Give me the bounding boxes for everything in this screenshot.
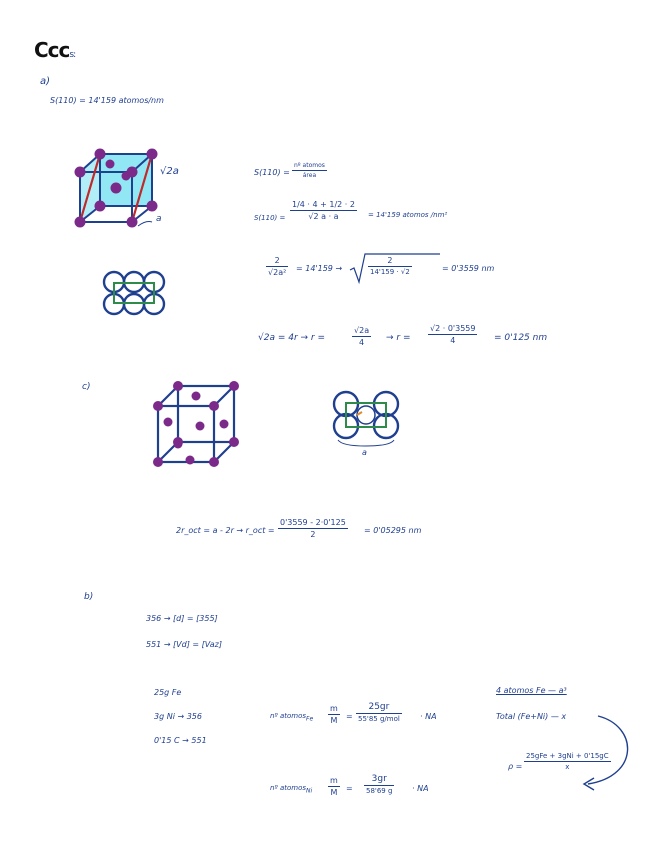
face-atom xyxy=(122,172,131,181)
formula-3-sqrt-den: 14'159 · √2 xyxy=(370,268,410,276)
part-c-formula-lhs: 2r_oct = a - 2r → r_oct = xyxy=(176,526,275,535)
bcc-cube-diagram xyxy=(72,146,202,236)
ni-atoms-sub: Ni xyxy=(306,787,313,795)
fe-eq-num: m xyxy=(330,704,338,713)
page-title-suffix: s: xyxy=(69,50,76,60)
fraction-bar xyxy=(278,528,348,529)
part-c-formula-frac xyxy=(278,518,348,539)
fe-eq-den: M xyxy=(330,716,338,725)
formula-2-frac xyxy=(290,200,357,221)
formula-4-lhs: √2a = 4r → r = xyxy=(258,333,326,343)
rho-frac xyxy=(524,752,611,771)
formula-4-den1: 4 xyxy=(359,338,365,347)
octahedral-site xyxy=(220,420,229,429)
part-c-formula-num: 0'3559 - 2·0'125 xyxy=(280,518,346,527)
formula-def-frac xyxy=(292,162,327,179)
cube-label-edge: a xyxy=(156,214,162,224)
formula-def-den: área xyxy=(302,172,317,179)
edge-brace xyxy=(138,222,152,227)
part-b-line-2: 551 → [Vd] = [Vaz] xyxy=(146,640,222,649)
formula-3-mid: = 14'159 → xyxy=(296,264,343,273)
part-c-formula-den: 2 xyxy=(310,530,316,539)
part-c-label: c) xyxy=(82,382,91,392)
formula-def-lhs: S(110) = xyxy=(254,168,290,177)
cube-label-diag: √2a xyxy=(160,166,179,177)
planar-density-given: S(110) = 14'159 atomos/nm xyxy=(50,96,164,105)
body-center-atom xyxy=(111,183,122,194)
rho-num: 25gFe + 3gNi + 0'15gC xyxy=(526,752,609,760)
fraction-bar xyxy=(266,266,288,267)
formula-2-lhs: S(110) = xyxy=(254,214,286,222)
fraction-bar xyxy=(290,210,357,211)
equals-sign: = xyxy=(346,784,353,793)
fe-atoms-lhs xyxy=(270,712,313,722)
corner-atom xyxy=(153,401,163,411)
corner-atom xyxy=(147,201,158,212)
corner-atom xyxy=(153,457,163,467)
formula-3-den: √2a² xyxy=(268,268,287,277)
octahedral-site xyxy=(196,422,205,431)
fraction-bar xyxy=(352,336,371,337)
formula-4-frac-1 xyxy=(352,326,371,347)
corner-atom xyxy=(95,201,106,212)
formula-4-den2: 4 xyxy=(450,336,456,345)
formula-def-num: nº atomos xyxy=(294,162,325,169)
fe-den: 55'85 g/mol xyxy=(358,715,400,723)
equals-sign: = xyxy=(346,712,353,721)
octahedral-face-diagram xyxy=(330,386,410,454)
corner-atom xyxy=(95,149,106,160)
ni-den: 58'69 g xyxy=(366,787,393,795)
corner-atom xyxy=(209,401,219,411)
ni-eq-den: M xyxy=(330,788,338,797)
formula-3-sqrt-num: 2 xyxy=(387,256,393,265)
formula-4-num1: √2a xyxy=(354,326,370,335)
given-c: 0'15 C → 551 xyxy=(154,736,207,745)
corner-atom xyxy=(229,381,239,391)
octahedral-site xyxy=(174,440,183,449)
ni-eq-frac xyxy=(328,776,340,797)
given-ni: 3g Ni → 356 xyxy=(154,712,202,721)
corner-atom xyxy=(209,457,219,467)
formula-3-sqrt-frac xyxy=(368,256,412,276)
octahedral-site xyxy=(186,456,195,465)
part-c-formula-rhs: = 0'05295 nm xyxy=(364,526,422,535)
formula-4-frac-2 xyxy=(428,324,477,345)
ni-rhs: · NA xyxy=(412,784,429,793)
formula-4-rhs: = 0'125 nm xyxy=(494,333,548,343)
plane-packing-diagram xyxy=(100,266,170,322)
fraction-bar xyxy=(328,786,340,787)
corner-atom xyxy=(127,217,138,228)
face-atom xyxy=(106,160,115,169)
octahedral-site xyxy=(192,392,201,401)
formula-2-rhs: = 14'159 atomos /nm² xyxy=(368,211,448,219)
octahedral-site xyxy=(164,418,173,427)
right-line-1: 4 atomos Fe — a³ xyxy=(496,686,567,695)
fe-rhs: · NA xyxy=(420,712,437,721)
formula-2-den: √2 a · a xyxy=(308,212,339,221)
formula-3-rhs: = 0'3559 nm xyxy=(442,264,495,273)
formula-3-num: 2 xyxy=(274,256,280,265)
corner-atom xyxy=(173,381,183,391)
fraction-bar xyxy=(364,785,394,786)
given-fe: 25g Fe xyxy=(154,688,182,697)
corner-atom xyxy=(75,217,86,228)
part-b-line-1: 356 → [d] = [355] xyxy=(146,614,218,623)
ni-num: 3gr xyxy=(371,774,387,784)
corner-atom xyxy=(75,167,86,178)
interstitial-atom xyxy=(357,406,375,424)
ni-atoms-lhs-text: nº atomos xyxy=(270,784,307,792)
right-line-2: Total (Fe+Ni) — x xyxy=(496,712,567,721)
face-brace xyxy=(338,440,394,446)
fe-eq-frac xyxy=(328,704,340,725)
fraction-bar xyxy=(356,713,402,714)
formula-2-num: 1/4 · 4 + 1/2 · 2 xyxy=(292,200,355,209)
bcc-cube-diagram-2 xyxy=(150,380,250,470)
fe-num: 25gr xyxy=(368,702,390,712)
formula-4-mid: → r = xyxy=(386,333,411,343)
fraction-bar xyxy=(428,334,477,335)
corner-atom xyxy=(147,149,158,160)
rho-den: x xyxy=(565,763,570,771)
fe-atoms-lhs-text: nº atomos xyxy=(270,712,307,720)
formula-4-num2: √2 · 0'3559 xyxy=(430,324,476,333)
ni-eq-num: m xyxy=(330,776,338,785)
face-label: a xyxy=(362,448,367,457)
fraction-bar xyxy=(368,266,412,267)
ni-atoms-lhs xyxy=(270,784,312,794)
part-b-label: b) xyxy=(84,592,94,602)
part-a-label: a) xyxy=(40,76,51,87)
fe-atoms-sub: Fe xyxy=(306,715,314,723)
ni-value-frac xyxy=(364,774,394,795)
fraction-bar xyxy=(292,170,327,171)
formula-3-frac xyxy=(266,256,288,277)
page-title xyxy=(34,38,75,62)
fe-value-frac xyxy=(356,702,402,723)
corner-atom xyxy=(229,437,239,447)
page-title-text: Ccc xyxy=(34,38,70,62)
fraction-bar xyxy=(328,714,340,715)
fraction-bar xyxy=(524,761,611,762)
rho-lhs: ρ = xyxy=(508,762,523,771)
